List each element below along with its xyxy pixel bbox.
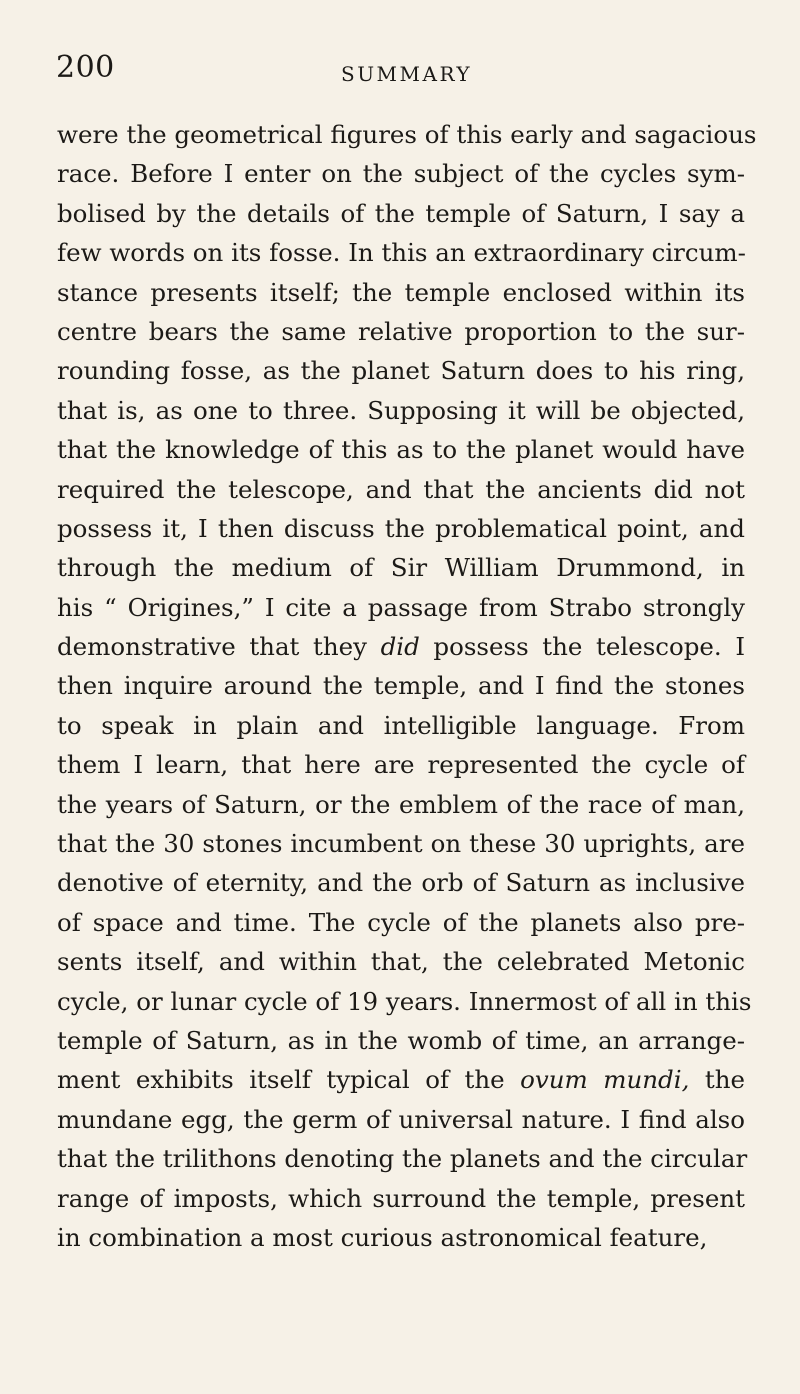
text-line: possess it, I then discuss the problematical point, and — [57, 513, 745, 543]
text-line: then inquire around the temple, and I find the stones — [57, 671, 745, 701]
text-line: in combination a most curious astronomical feature, — [57, 1222, 708, 1252]
italic-phrase: ovum mundi, — [520, 1065, 690, 1095]
text-line: denotive of eternity, and the orb of Saturn as inclusive — [57, 868, 745, 898]
text-line: few words on its fosse. In this an extraordinary circum- — [57, 238, 746, 268]
text-line: that the 30 stones incumbent on these 30 uprights, are — [57, 829, 745, 859]
text-segment: demonstrative that they — [57, 632, 381, 662]
page-header — [56, 50, 746, 90]
text-line: mundane egg, the germ of universal nature. I find also — [57, 1104, 745, 1134]
text-segment: the — [689, 1065, 745, 1095]
text-line: the years of Saturn, or the emblem of the race of man, — [57, 789, 745, 819]
italic-word: did — [380, 632, 420, 662]
text-line: required the telescope, and that the ancients did not — [57, 474, 745, 504]
text-segment: possess the telescope. I — [419, 632, 746, 662]
text-line: to speak in plain and intelligible language. From — [57, 710, 745, 740]
text-line: that the trilithons denoting the planets and the circular — [57, 1144, 748, 1174]
text-line: race. Before I enter on the subject of the cycles sym- — [57, 159, 745, 189]
text-line: that the knowledge of this as to the planet would have — [57, 435, 745, 465]
text-line — [57, 1060, 745, 1099]
text-line: that is, as one to three. Supposing it will be objected, — [57, 395, 745, 425]
text-line: range of imposts, which surround the temple, present — [57, 1183, 745, 1213]
text-segment: ment exhibits itself typical of the — [57, 1065, 521, 1095]
text-line: cycle, or lunar cycle of 19 years. Innermost of all in this — [57, 986, 752, 1016]
text-line: them I learn, that here are represented the cycle of — [57, 750, 745, 780]
text-line: rounding fosse, as the planet Saturn does to his ring, — [57, 356, 745, 386]
text-line — [57, 627, 745, 666]
body-text — [57, 115, 757, 1257]
text-line: centre bears the same relative proportion to the sur- — [57, 316, 745, 346]
running-head: SUMMARY — [341, 62, 473, 86]
text-line: bolised by the details of the temple of Saturn, I say a — [57, 198, 745, 228]
page-number: 200 — [56, 50, 115, 85]
text-line: sents itself, and within that, the celebrated Metonic — [57, 947, 745, 977]
text-line: through the medium of Sir William Drummond, in — [57, 553, 745, 583]
text-line: of space and time. The cycle of the planets also pre- — [57, 907, 745, 937]
text-line: his “ Origines,” I cite a passage from Strabo strongly — [57, 592, 745, 622]
text-line: temple of Saturn, as in the womb of time, an arrange- — [57, 1025, 745, 1055]
text-line: stance presents itself; the temple enclosed within its — [57, 277, 745, 307]
text-line: were the geometrical figures of this early and sagacious — [57, 120, 757, 149]
